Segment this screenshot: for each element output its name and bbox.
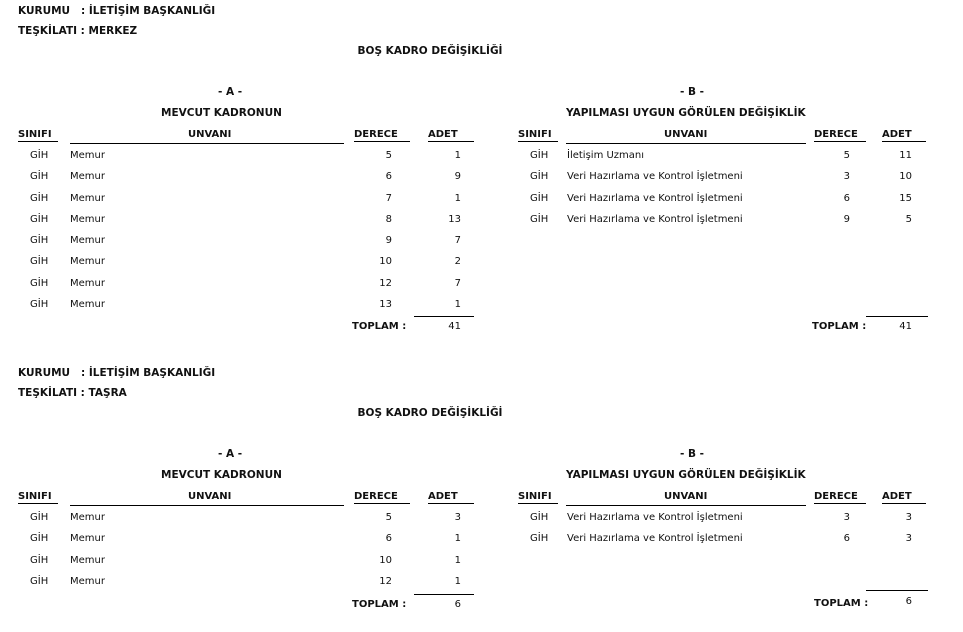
block-a-letter: - A -	[218, 448, 243, 460]
cell-adet: 11	[899, 150, 912, 161]
table-row	[518, 214, 932, 235]
kurumu-value: İLETİŞİM BAŞKANLIĞI	[88, 367, 216, 379]
total-value: 41	[899, 321, 912, 332]
block-b-letter: - B -	[680, 448, 705, 460]
cell-sinifi: GİH	[30, 533, 49, 545]
block-b	[518, 86, 932, 346]
table-row	[18, 299, 478, 320]
block-a-rows	[18, 150, 478, 320]
teskilati-line	[18, 25, 137, 37]
total-rule	[866, 590, 928, 591]
block-a-header-row	[18, 129, 478, 143]
cell-unvani: Memur	[70, 171, 105, 183]
table-row	[18, 278, 478, 299]
cell-adet: 5	[905, 213, 912, 225]
block-b-letter: - B -	[680, 86, 705, 98]
cell-adet: 1	[454, 192, 461, 204]
cell-derece: 10	[379, 554, 392, 566]
cell-unvani: Veri Hazırlama ve Kontrol İşletmeni	[567, 192, 743, 204]
table-row	[518, 512, 932, 533]
header-unvani: UNVANI	[664, 129, 708, 140]
cell-derece: 6	[385, 533, 392, 545]
cell-unvani: İletişim Uzmanı	[567, 150, 645, 161]
cell-unvani: Memur	[70, 533, 105, 545]
cell-sinifi: GİH	[30, 299, 49, 311]
cell-derece: 5	[843, 150, 850, 161]
teskilati-label: TEŞKİLATI :	[18, 387, 89, 399]
table-row	[18, 150, 478, 171]
kurumu-line	[18, 5, 215, 17]
kurumu-label: KURUMU :	[18, 367, 89, 379]
cell-derece: 9	[843, 213, 850, 225]
cell-adet: 3	[905, 533, 912, 545]
header-sinifi: SINIFI	[518, 491, 558, 504]
cell-derece: 5	[385, 150, 392, 161]
total-label: TOPLAM :	[352, 321, 407, 332]
cell-derece: 6	[843, 533, 850, 545]
cell-adet: 3	[454, 512, 461, 523]
block-b-title: YAPILMASI UYGUN GÖRÜLEN DEĞİŞİKLİK	[566, 107, 806, 119]
cell-sinifi: GİH	[530, 512, 549, 523]
block-a-rows	[18, 512, 478, 597]
cell-sinifi: GİH	[30, 512, 49, 523]
cell-unvani: Memur	[70, 277, 105, 289]
section-tasra	[0, 362, 963, 632]
header-unvani: UNVANI	[188, 129, 232, 140]
table-row	[18, 576, 478, 597]
cell-unvani: Veri Hazırlama ve Kontrol İşletmeni	[567, 171, 743, 183]
cell-derece: 3	[843, 512, 850, 523]
table-row	[18, 214, 478, 235]
cell-derece: 9	[385, 235, 392, 247]
total-value: 6	[905, 596, 912, 607]
cell-sinifi: GİH	[530, 171, 549, 183]
cell-sinifi: GİH	[30, 554, 49, 566]
cell-adet: 9	[454, 171, 461, 183]
cell-unvani: Memur	[70, 150, 105, 161]
cell-adet: 15	[899, 192, 912, 204]
table-row	[18, 193, 478, 214]
teskilati-label: TEŞKİLATI :	[18, 25, 89, 37]
total-rule	[866, 316, 928, 317]
kurumu-line	[18, 367, 215, 379]
total-rule	[414, 316, 474, 317]
header-unvani: UNVANI	[188, 491, 232, 502]
cell-sinifi: GİH	[30, 277, 49, 289]
cell-unvani: Memur	[70, 192, 105, 204]
cell-derece: 8	[385, 213, 392, 225]
table-row	[518, 150, 932, 171]
cell-unvani: Memur	[70, 299, 105, 311]
cell-derece: 13	[379, 299, 392, 311]
cell-adet: 1	[454, 150, 461, 161]
teskilati-value: TAŞRA	[88, 387, 127, 399]
cell-sinifi: GİH	[30, 235, 49, 247]
cell-sinifi: GİH	[30, 150, 49, 161]
block-b-rows	[518, 150, 932, 235]
cell-adet: 7	[454, 235, 461, 247]
table-row	[18, 533, 478, 554]
cell-derece: 12	[379, 277, 392, 289]
total-label: TOPLAM :	[352, 599, 407, 610]
total-label: TOPLAM :	[812, 321, 867, 332]
header-sinifi: SINIFI	[518, 129, 558, 142]
section-title: BOŞ KADRO DEĞİŞİKLİĞİ	[357, 407, 503, 419]
table-row	[18, 555, 478, 576]
cell-adet: 1	[454, 554, 461, 566]
cell-sinifi: GİH	[30, 171, 49, 183]
cell-adet: 2	[454, 256, 461, 268]
block-b-title: YAPILMASI UYGUN GÖRÜLEN DEĞİŞİKLİK	[566, 469, 806, 481]
cell-unvani: Memur	[70, 512, 105, 523]
cell-derece: 3	[843, 171, 850, 183]
cell-adet: 1	[454, 533, 461, 545]
header-derece: DERECE	[814, 129, 866, 142]
cell-adet: 3	[905, 512, 912, 523]
block-a-title: MEVCUT KADRONUN	[161, 469, 282, 481]
header-derece: DERECE	[814, 491, 866, 504]
cell-unvani: Memur	[70, 213, 105, 225]
block-a	[18, 86, 478, 346]
cell-sinifi: GİH	[30, 213, 49, 225]
cell-sinifi: GİH	[530, 192, 549, 204]
cell-adet: 7	[454, 277, 461, 289]
section-title: BOŞ KADRO DEĞİŞİKLİĞİ	[357, 45, 503, 57]
cell-unvani: Memur	[70, 235, 105, 247]
table-row	[518, 533, 932, 554]
header-sinifi: SINIFI	[18, 129, 58, 142]
cell-sinifi: GİH	[30, 256, 49, 268]
teskilati-line	[18, 387, 127, 399]
cell-sinifi: GİH	[530, 150, 549, 161]
block-b-rows	[518, 512, 932, 555]
table-row	[518, 171, 932, 192]
block-a-letter: - A -	[218, 86, 243, 98]
block-a-title: MEVCUT KADRONUN	[161, 107, 282, 119]
cell-sinifi: GİH	[530, 213, 549, 225]
cell-adet: 10	[899, 171, 912, 183]
table-row	[18, 512, 478, 533]
block-a-header-row	[18, 491, 478, 505]
table-row	[18, 256, 478, 277]
cell-adet: 1	[454, 299, 461, 311]
table-row	[18, 235, 478, 256]
cell-unvani: Veri Hazırlama ve Kontrol İşletmeni	[567, 533, 743, 545]
cell-derece: 5	[385, 512, 392, 523]
header-adet: ADET	[882, 491, 926, 504]
cell-unvani: Memur	[70, 554, 105, 566]
total-label: TOPLAM :	[814, 598, 869, 609]
cell-derece: 12	[379, 575, 392, 587]
cell-derece: 6	[843, 192, 850, 204]
header-adet: ADET	[882, 129, 926, 142]
teskilati-value: MERKEZ	[88, 25, 138, 37]
kurumu-value: İLETİŞİM BAŞKANLIĞI	[88, 5, 216, 17]
cell-sinifi: GİH	[30, 192, 49, 204]
cell-derece: 7	[385, 192, 392, 204]
cell-derece: 10	[379, 256, 392, 268]
cell-adet: 13	[448, 213, 461, 225]
cell-unvani: Veri Hazırlama ve Kontrol İşletmeni	[567, 512, 743, 523]
cell-unvani: Memur	[70, 575, 105, 587]
block-a	[18, 448, 478, 618]
cell-sinifi: GİH	[30, 575, 49, 587]
cell-unvani: Veri Hazırlama ve Kontrol İşletmeni	[567, 213, 743, 225]
header-adet: ADET	[428, 129, 474, 142]
cell-adet: 1	[454, 575, 461, 587]
header-adet: ADET	[428, 491, 474, 504]
cell-unvani: Memur	[70, 256, 105, 268]
kurumu-label: KURUMU :	[18, 5, 89, 17]
header-unvani: UNVANI	[664, 491, 708, 502]
block-b-header-row	[518, 129, 932, 143]
table-row	[518, 193, 932, 214]
block-b-header-row	[518, 491, 932, 505]
header-derece: DERECE	[354, 491, 410, 504]
total-value: 6	[454, 599, 461, 610]
total-rule	[414, 594, 474, 595]
cell-derece: 6	[385, 171, 392, 183]
total-value: 41	[448, 321, 461, 332]
header-derece: DERECE	[354, 129, 410, 142]
block-b	[518, 448, 932, 618]
cell-sinifi: GİH	[530, 533, 549, 545]
table-row	[18, 171, 478, 192]
header-sinifi: SINIFI	[18, 491, 58, 504]
